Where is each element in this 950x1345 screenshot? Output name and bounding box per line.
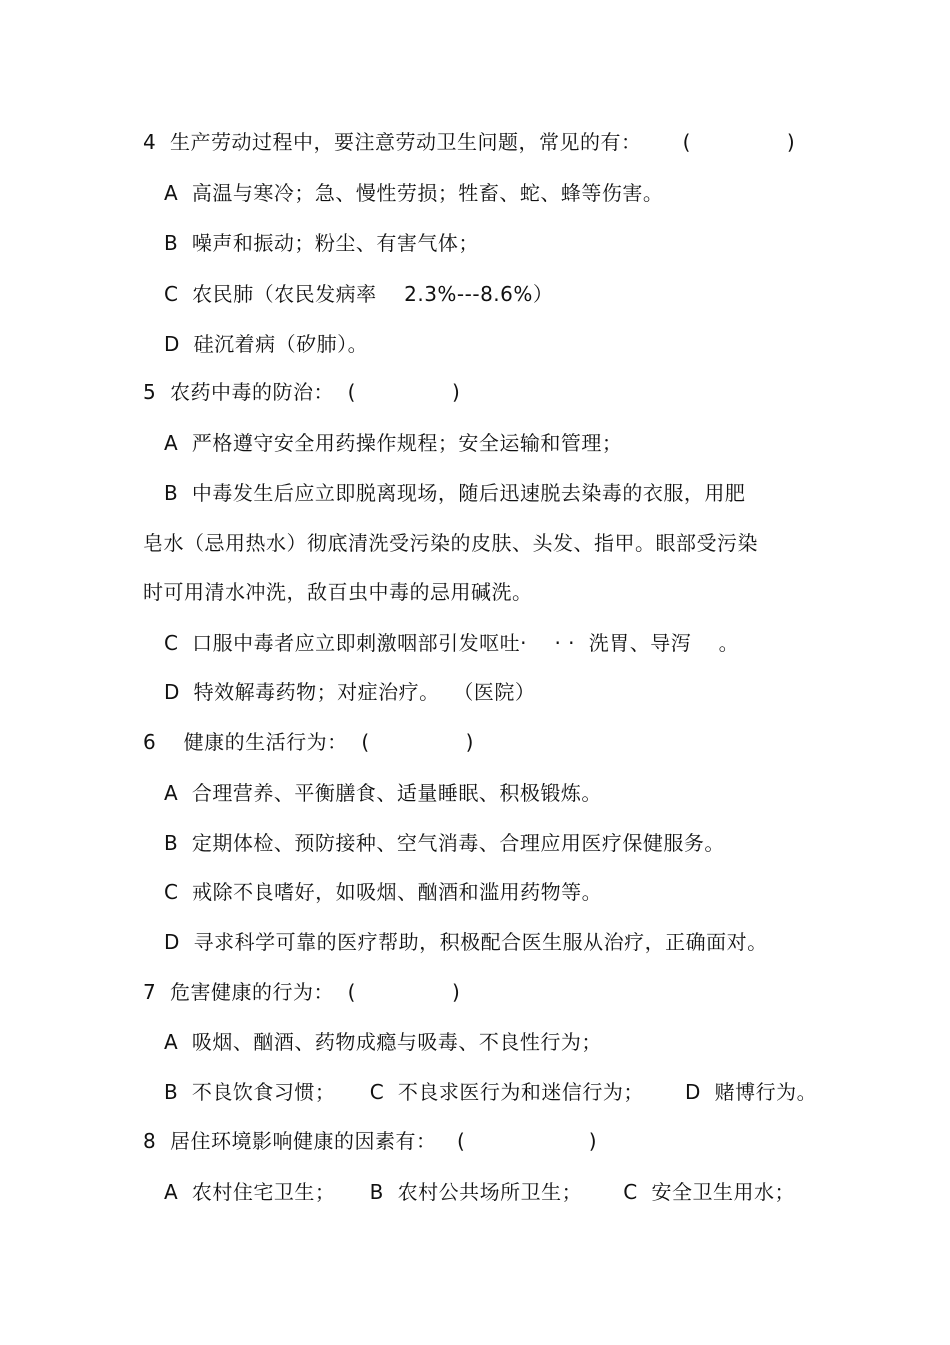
question-6-option-c: C 戒除不良嗜好，如吸烟、酗酒和滥用药物等。 [164, 880, 603, 904]
question-8-options-abc: A 农村住宅卫生； B 农村公共场所卫生； C 安全卫生用水； [164, 1180, 795, 1204]
question-4-option-c: C 农民肺（农民发病率 2.3%---8.6%） [164, 282, 554, 306]
question-7-stem: 7 危害健康的行为： ( ) [143, 980, 461, 1004]
question-6-stem: 6 健康的生活行为： ( ) [143, 730, 474, 754]
question-7-option-a: A 吸烟、酗酒、药物成瘾与吸毒、不良性行为； [164, 1030, 602, 1054]
question-5-option-b-cont-1: 皂水（忌用热水）彻底清洗受污染的皮肤、头发、指甲。眼部受污染 [143, 531, 758, 555]
question-4-option-b: B 噪声和振动；粉尘、有害气体； [164, 231, 479, 255]
question-4-stem: 4 生产劳动过程中，要注意劳动卫生问题，常见的有： ( ) [143, 130, 796, 154]
question-5-option-c: C 口服中毒者应立即刺激咽部引发呕吐· · · 洗胃、导泻 。 [164, 631, 740, 655]
question-5-option-b-cont-2: 时可用清水冲洗，敌百虫中毒的忌用碱洗。 [143, 580, 533, 604]
question-6-option-b: B 定期体检、预防接种、空气消毒、合理应用医疗保健服务。 [164, 831, 725, 855]
question-6-option-d: D 寻求科学可靠的医疗帮助，积极配合医生服从治疗，正确面对。 [164, 930, 768, 954]
question-4-option-a: A 高温与寒冷；急、慢性劳损；牲畜、蛇、蜂等伤害。 [164, 181, 664, 205]
question-6-option-a: A 合理营养、平衡膳食、适量睡眠、积极锻炼。 [164, 781, 602, 805]
question-8-stem: 8 居住环境影响健康的因素有： ( ) [143, 1129, 598, 1153]
question-5-option-b: B 中毒发生后应立即脱离现场，随后迅速脱去染毒的衣服，用肥 [164, 481, 746, 505]
question-5-stem: 5 农药中毒的防治： ( ) [143, 380, 461, 404]
question-4-option-d: D 硅沉着病（矽肺）。 [164, 332, 369, 356]
question-5-option-d: D 特效解毒药物；对症治疗。 （医院） [164, 680, 536, 704]
question-5-option-a: A 严格遵守安全用药操作规程；安全运输和管理； [164, 431, 623, 455]
question-7-options-bcd: B 不良饮食习惯； C 不良求医行为和迷信行为； D 赌博行为。 [164, 1080, 818, 1104]
